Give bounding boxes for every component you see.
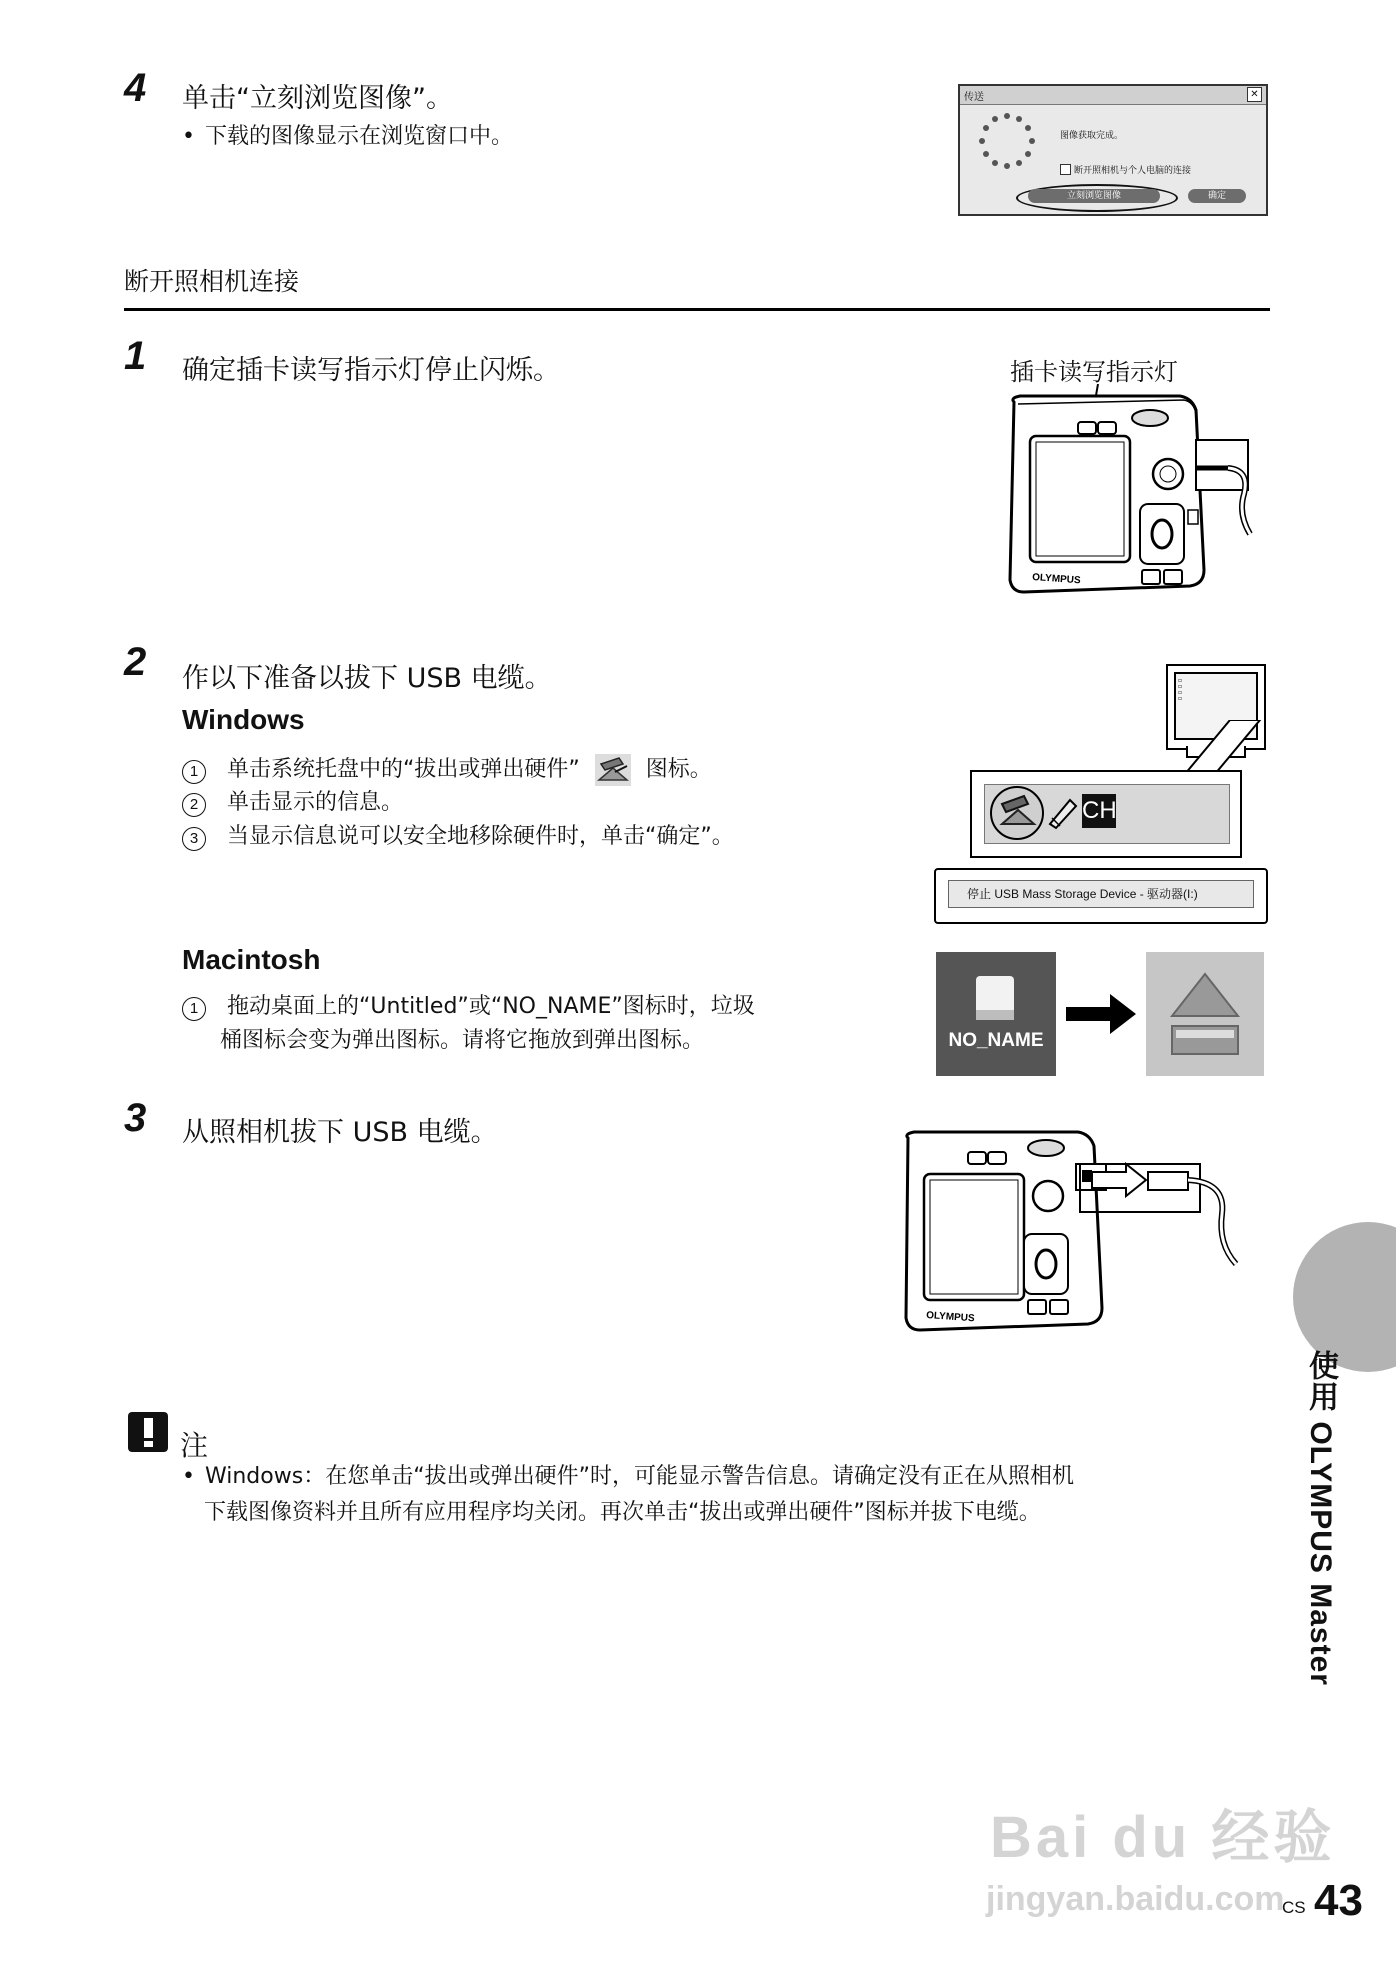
step-marker-1: 1 — [182, 760, 206, 784]
camera-brand-label: OLYMPUS — [1031, 572, 1081, 587]
section-divider — [124, 308, 1270, 311]
windows-step-2: 2 单击显示的信息。 — [182, 786, 403, 820]
drive-label: NO_NAME — [948, 1030, 1044, 1051]
step-marker-mac-1: 1 — [182, 997, 206, 1021]
step-1-title: 确定插卡读写指示灯停止闪烁。 — [182, 355, 560, 386]
step-3-title: 从照相机拔下 USB 电缆。 — [182, 1117, 498, 1148]
loading-spinner-icon — [976, 110, 1038, 172]
eject-icon[interactable] — [1146, 952, 1264, 1076]
disconnect-checkbox-label: 断开照相机与个人电脑的连接 — [1074, 166, 1192, 176]
windows-step-3: 3 当显示信息说可以安全地移除硬件时，单击“确定”。 — [182, 820, 734, 854]
step-3-number: 3 — [124, 1096, 147, 1140]
close-icon[interactable]: ✕ — [1247, 87, 1262, 102]
chapter-title: 使用 OLYMPUS Master — [1304, 1350, 1337, 1686]
page-number: 43 — [1314, 1876, 1363, 1925]
eject-hardware-icon — [593, 752, 633, 788]
watermark-logo: Bai du 经验 — [990, 1805, 1336, 1870]
watermark-url: jingyan.baidu.com — [986, 1880, 1285, 1918]
pencil-icon — [1046, 794, 1078, 830]
section-title: 断开照相机连接 — [124, 267, 300, 296]
system-tray-zoom — [970, 770, 1242, 858]
note-line-1: • Windows：在您单击“拔出或弹出硬件”时，可能显示警告信息。请确定没有正在从照相机 — [182, 1464, 1074, 1489]
browse-images-button[interactable]: 立刻浏览图像 — [1028, 189, 1160, 203]
eject-hardware-tray-icon[interactable] — [990, 786, 1044, 840]
disconnect-checkbox[interactable] — [1060, 164, 1071, 175]
macintosh-step-1-cont: 桶图标会变为弹出图标。请将它拖放到弹出图标。 — [220, 1028, 705, 1053]
camera-unplug-illustration — [896, 1124, 1246, 1356]
no-name-drive-tile — [936, 952, 1056, 1076]
step-marker-2: 2 — [182, 793, 206, 817]
macintosh-heading: Macintosh — [182, 944, 321, 975]
language-code: CS — [1282, 1898, 1306, 1917]
right-arrow-icon — [1066, 994, 1136, 1034]
eject-icon-tile — [1146, 952, 1264, 1076]
transfer-dialog — [958, 84, 1268, 216]
macintosh-step-1: 1 拖动桌面上的“Untitled”或“NO_NAME”图标时，垃圾 — [182, 990, 755, 1024]
dialog-message: 图像获取完成。 — [1060, 131, 1124, 141]
stop-usb-device-button[interactable]: 停止 USB Mass Storage Device - 驱动器(I:) — [948, 880, 1254, 908]
warning-icon — [128, 1412, 168, 1452]
dialog-title: 传送 — [964, 92, 984, 103]
language-indicator[interactable]: CH — [1082, 794, 1116, 828]
camera-brand-label-2: OLYMPUS — [925, 1310, 975, 1325]
camera-illustration — [1000, 384, 1270, 614]
note-line-2: 下载图像资料并且所有应用程序均关闭。再次单击“拔出或弹出硬件”图标并拔下电缆。 — [204, 1500, 1041, 1525]
step-4-number: 4 — [124, 66, 147, 110]
windows-step-1: 1 单击系统托盘中的“拔出或弹出硬件” 图标。 — [182, 752, 712, 788]
step-marker-3: 3 — [182, 827, 206, 851]
step-4-title: 单击“立刻浏览图像”。 — [182, 83, 453, 114]
step-2-number: 2 — [124, 640, 147, 684]
step-1-number: 1 — [124, 334, 147, 378]
step-2-title: 作以下准备以拔下 USB 电缆。 — [182, 663, 552, 694]
monitor-illustration: ▫ ▫ ▫ ▫ — [1166, 664, 1266, 750]
card-access-lamp-caption: 插卡读写指示灯 — [1010, 358, 1178, 386]
windows-heading: Windows — [182, 704, 305, 735]
ok-button[interactable]: 确定 — [1188, 189, 1246, 203]
step-4-bullet: • 下载的图像显示在浏览窗口中。 — [182, 124, 513, 149]
note-heading: 注 — [180, 1429, 209, 1462]
safely-remove-popup — [934, 868, 1268, 924]
